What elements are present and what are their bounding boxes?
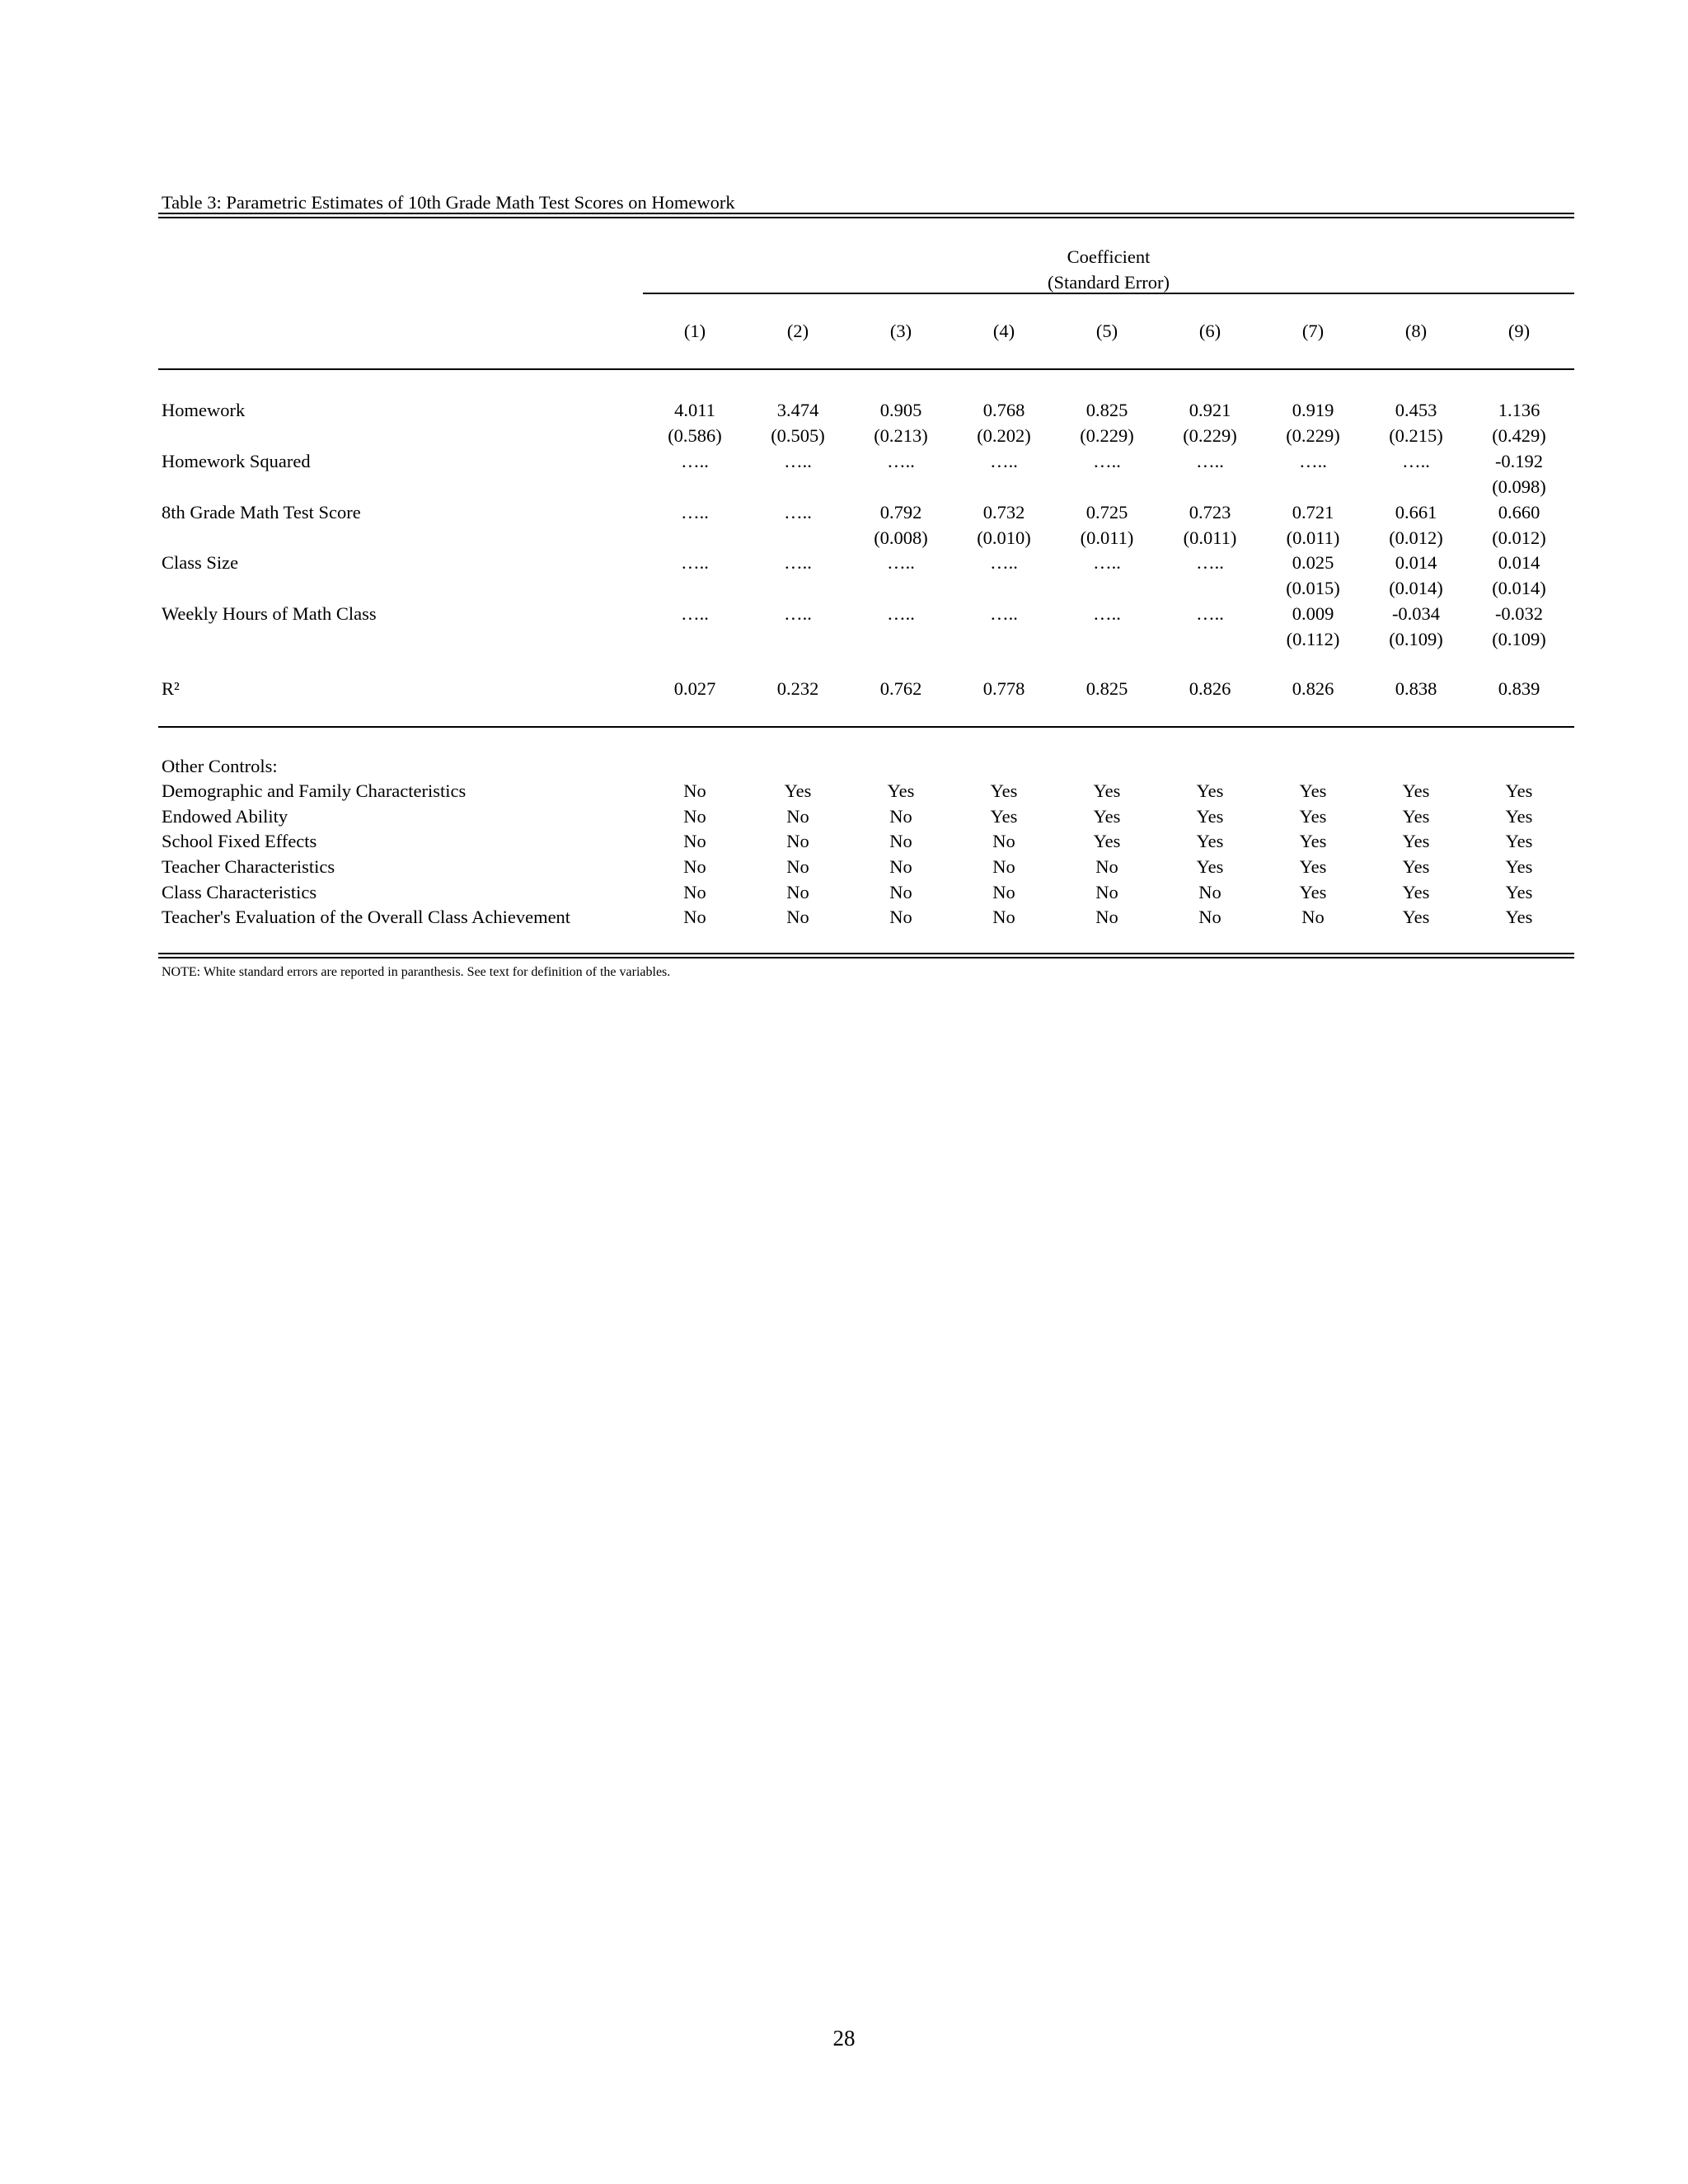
coefficient-cell: 0.661 <box>1395 502 1437 523</box>
coefficient-cell: 0.660 <box>1498 502 1540 523</box>
control-value: No <box>786 806 809 827</box>
coefficient-cell: 0.014 <box>1395 552 1437 573</box>
control-value: No <box>683 882 706 902</box>
coefficient-cell: ….. <box>681 502 709 523</box>
standard-error-cell: (0.586) <box>668 425 722 446</box>
r2-value: 0.778 <box>982 678 1025 699</box>
column-header: (5) <box>1095 321 1118 341</box>
control-value: Yes <box>1299 856 1327 877</box>
control-value: Yes <box>1299 831 1327 851</box>
standard-error-cell: (0.429) <box>1492 425 1546 446</box>
standard-error-cell: (0.015) <box>1286 578 1340 598</box>
coefficient-cell: 4.011 <box>674 400 715 420</box>
r2-value: 0.232 <box>776 678 819 699</box>
coefficient-cell: 0.453 <box>1395 400 1437 420</box>
control-value: Yes <box>1196 856 1224 877</box>
standard-error-cell: (0.109) <box>1389 629 1443 649</box>
header-rule <box>158 368 1574 370</box>
standard-error-cell: (0.098) <box>1492 476 1546 497</box>
control-value: No <box>683 780 706 801</box>
coefficient-cell: 0.921 <box>1189 400 1231 420</box>
coefficient-cell: ….. <box>887 451 915 471</box>
coefficient-cell: 0.025 <box>1292 552 1334 573</box>
standard-error-cell: (0.215) <box>1389 425 1443 446</box>
coefficient-cell: 0.792 <box>879 502 922 523</box>
r2-label: R² <box>162 678 180 699</box>
standard-error-cell: (0.213) <box>874 425 928 446</box>
standard-error-cell: (0.008) <box>874 527 928 548</box>
table-note: NOTE: White standard errors are reported in paranthesis. See text for definition of the variables. <box>162 965 671 979</box>
coefficient-cell: ….. <box>990 552 1018 573</box>
coefficient-cell: ….. <box>681 552 709 573</box>
control-value: Yes <box>1402 882 1430 902</box>
control-value: No <box>1198 907 1221 927</box>
control-value: Yes <box>1402 831 1430 851</box>
standard-error-cell: (0.014) <box>1389 578 1443 598</box>
control-value: Yes <box>1093 806 1121 827</box>
coefficient-cell: ….. <box>990 603 1018 624</box>
control-value: Yes <box>784 780 812 801</box>
coefficient-cell: 0.009 <box>1292 603 1334 624</box>
column-header: (1) <box>683 321 706 341</box>
standard-error-cell: (0.011) <box>1183 527 1237 548</box>
control-value: Yes <box>990 780 1018 801</box>
coefficient-cell: ….. <box>681 603 709 624</box>
row-label: Weekly Hours of Math Class <box>162 603 377 624</box>
standard-error-cell: (0.229) <box>1080 425 1134 446</box>
control-value: Yes <box>990 806 1018 827</box>
standard-error-cell: (0.011) <box>1286 527 1340 548</box>
coefficient-cell: -0.192 <box>1494 451 1544 471</box>
control-value: No <box>786 856 809 877</box>
control-label: Teacher Characteristics <box>162 856 335 877</box>
control-value: Yes <box>1093 831 1121 851</box>
coefficient-cell: 0.825 <box>1085 400 1128 420</box>
control-value: Yes <box>1505 831 1533 851</box>
coefficient-cell: -0.034 <box>1391 603 1441 624</box>
coefficient-cell: ….. <box>887 603 915 624</box>
column-header: (4) <box>992 321 1015 341</box>
standard-error-cell: (0.012) <box>1492 527 1546 548</box>
standard-error-cell: (0.229) <box>1183 425 1237 446</box>
coefficient-cell: 0.721 <box>1292 502 1334 523</box>
column-header: (3) <box>889 321 912 341</box>
control-value: Yes <box>1093 780 1121 801</box>
control-value: No <box>786 831 809 851</box>
coefficient-cell: ….. <box>1299 451 1327 471</box>
control-value: No <box>889 882 912 902</box>
control-value: Yes <box>1402 806 1430 827</box>
control-value: Yes <box>1196 780 1224 801</box>
standard-error-cell: (0.229) <box>1286 425 1340 446</box>
control-value: Yes <box>1196 806 1224 827</box>
standard-error-cell: (0.202) <box>977 425 1031 446</box>
control-label: School Fixed Effects <box>162 831 317 851</box>
column-header: (2) <box>786 321 809 341</box>
control-value: No <box>683 907 706 927</box>
coefficient-cell: 1.136 <box>1498 400 1540 420</box>
coefficient-header: Coefficient <box>1067 246 1151 267</box>
r2-value: 0.762 <box>879 678 922 699</box>
control-value: No <box>889 856 912 877</box>
control-value: Yes <box>887 780 915 801</box>
top-double-rule <box>158 213 1574 218</box>
controls-heading: Other Controls: <box>162 756 278 776</box>
control-value: No <box>992 831 1015 851</box>
control-value: No <box>786 907 809 927</box>
standard-error-cell: (0.010) <box>977 527 1031 548</box>
r2-value: 0.826 <box>1189 678 1231 699</box>
coefficient-cell: ….. <box>1093 451 1121 471</box>
column-header: (9) <box>1507 321 1531 341</box>
r2-rule <box>158 726 1574 728</box>
control-value: Yes <box>1196 831 1224 851</box>
control-value: No <box>683 806 706 827</box>
control-value: No <box>992 856 1015 877</box>
row-label: Homework Squared <box>162 451 311 471</box>
control-value: No <box>889 806 912 827</box>
control-value: No <box>1095 856 1118 877</box>
control-value: Yes <box>1299 806 1327 827</box>
standard-error-cell: (0.109) <box>1492 629 1546 649</box>
table-title: Table 3: Parametric Estimates of 10th Grade Math Test Scores on Homework <box>162 192 735 213</box>
control-label: Demographic and Family Characteristics <box>162 780 467 801</box>
coefficient-cell: ….. <box>681 451 709 471</box>
row-label: 8th Grade Math Test Score <box>162 502 361 523</box>
coefficient-cell: ….. <box>1093 603 1121 624</box>
control-label: Teacher's Evaluation of the Overall Class Achievement <box>162 907 571 927</box>
r2-value: 0.826 <box>1292 678 1334 699</box>
control-value: No <box>992 882 1015 902</box>
coefficient-cell: 3.474 <box>776 400 819 420</box>
coefficient-cell: 0.905 <box>879 400 922 420</box>
column-header: (6) <box>1198 321 1221 341</box>
coefficient-cell: ….. <box>784 502 812 523</box>
control-value: Yes <box>1402 856 1430 877</box>
control-value: No <box>1198 882 1221 902</box>
control-label: Endowed Ability <box>162 806 288 827</box>
standard-error-cell: (0.014) <box>1492 578 1546 598</box>
control-value: No <box>683 856 706 877</box>
control-value: Yes <box>1402 907 1430 927</box>
coefficient-cell: 0.014 <box>1498 552 1540 573</box>
coefficient-cell: 0.732 <box>982 502 1025 523</box>
coefficient-cell: -0.032 <box>1494 603 1544 624</box>
coefficient-cell: 0.768 <box>982 400 1025 420</box>
coefficient-cell: 0.723 <box>1189 502 1231 523</box>
coefficient-cell: 0.919 <box>1292 400 1334 420</box>
control-value: Yes <box>1505 907 1533 927</box>
control-value: Yes <box>1505 882 1533 902</box>
coefficient-cell: ….. <box>887 552 915 573</box>
control-value: No <box>1301 907 1325 927</box>
control-value: No <box>786 882 809 902</box>
r2-value: 0.839 <box>1498 678 1540 699</box>
coefficient-cell: ….. <box>1093 552 1121 573</box>
coefficient-cell: ….. <box>1196 552 1224 573</box>
control-value: No <box>889 831 912 851</box>
standard-error-cell: (0.505) <box>771 425 825 446</box>
coefficient-cell: ….. <box>784 552 812 573</box>
control-value: No <box>889 907 912 927</box>
r2-value: 0.825 <box>1085 678 1128 699</box>
control-value: No <box>992 907 1015 927</box>
control-value: Yes <box>1505 856 1533 877</box>
r2-value: 0.027 <box>673 678 716 699</box>
bottom-double-rule <box>158 953 1574 958</box>
control-value: No <box>1095 907 1118 927</box>
standard-error-header: (Standard Error) <box>1047 272 1170 293</box>
r2-value: 0.838 <box>1395 678 1437 699</box>
column-header: (7) <box>1301 321 1325 341</box>
coefficient-cell: ….. <box>1196 603 1224 624</box>
page-number: 28 <box>832 2026 856 2050</box>
control-value: No <box>1095 882 1118 902</box>
coefficient-cell: ….. <box>784 603 812 624</box>
coefficient-cell: ….. <box>784 451 812 471</box>
control-value: Yes <box>1505 780 1533 801</box>
coefficient-cell: ….. <box>1402 451 1430 471</box>
coefficient-cell: ….. <box>990 451 1018 471</box>
control-value: No <box>683 831 706 851</box>
coefficient-underline <box>643 293 1574 294</box>
row-label: Homework <box>162 400 246 420</box>
control-value: Yes <box>1505 806 1533 827</box>
control-value: Yes <box>1299 780 1327 801</box>
coefficient-cell: ….. <box>1196 451 1224 471</box>
column-header: (8) <box>1404 321 1428 341</box>
control-label: Class Characteristics <box>162 882 317 902</box>
standard-error-cell: (0.012) <box>1389 527 1443 548</box>
row-label: Class Size <box>162 552 239 573</box>
standard-error-cell: (0.112) <box>1286 629 1340 649</box>
standard-error-cell: (0.011) <box>1080 527 1134 548</box>
coefficient-cell: 0.725 <box>1085 502 1128 523</box>
control-value: Yes <box>1299 882 1327 902</box>
control-value: Yes <box>1402 780 1430 801</box>
